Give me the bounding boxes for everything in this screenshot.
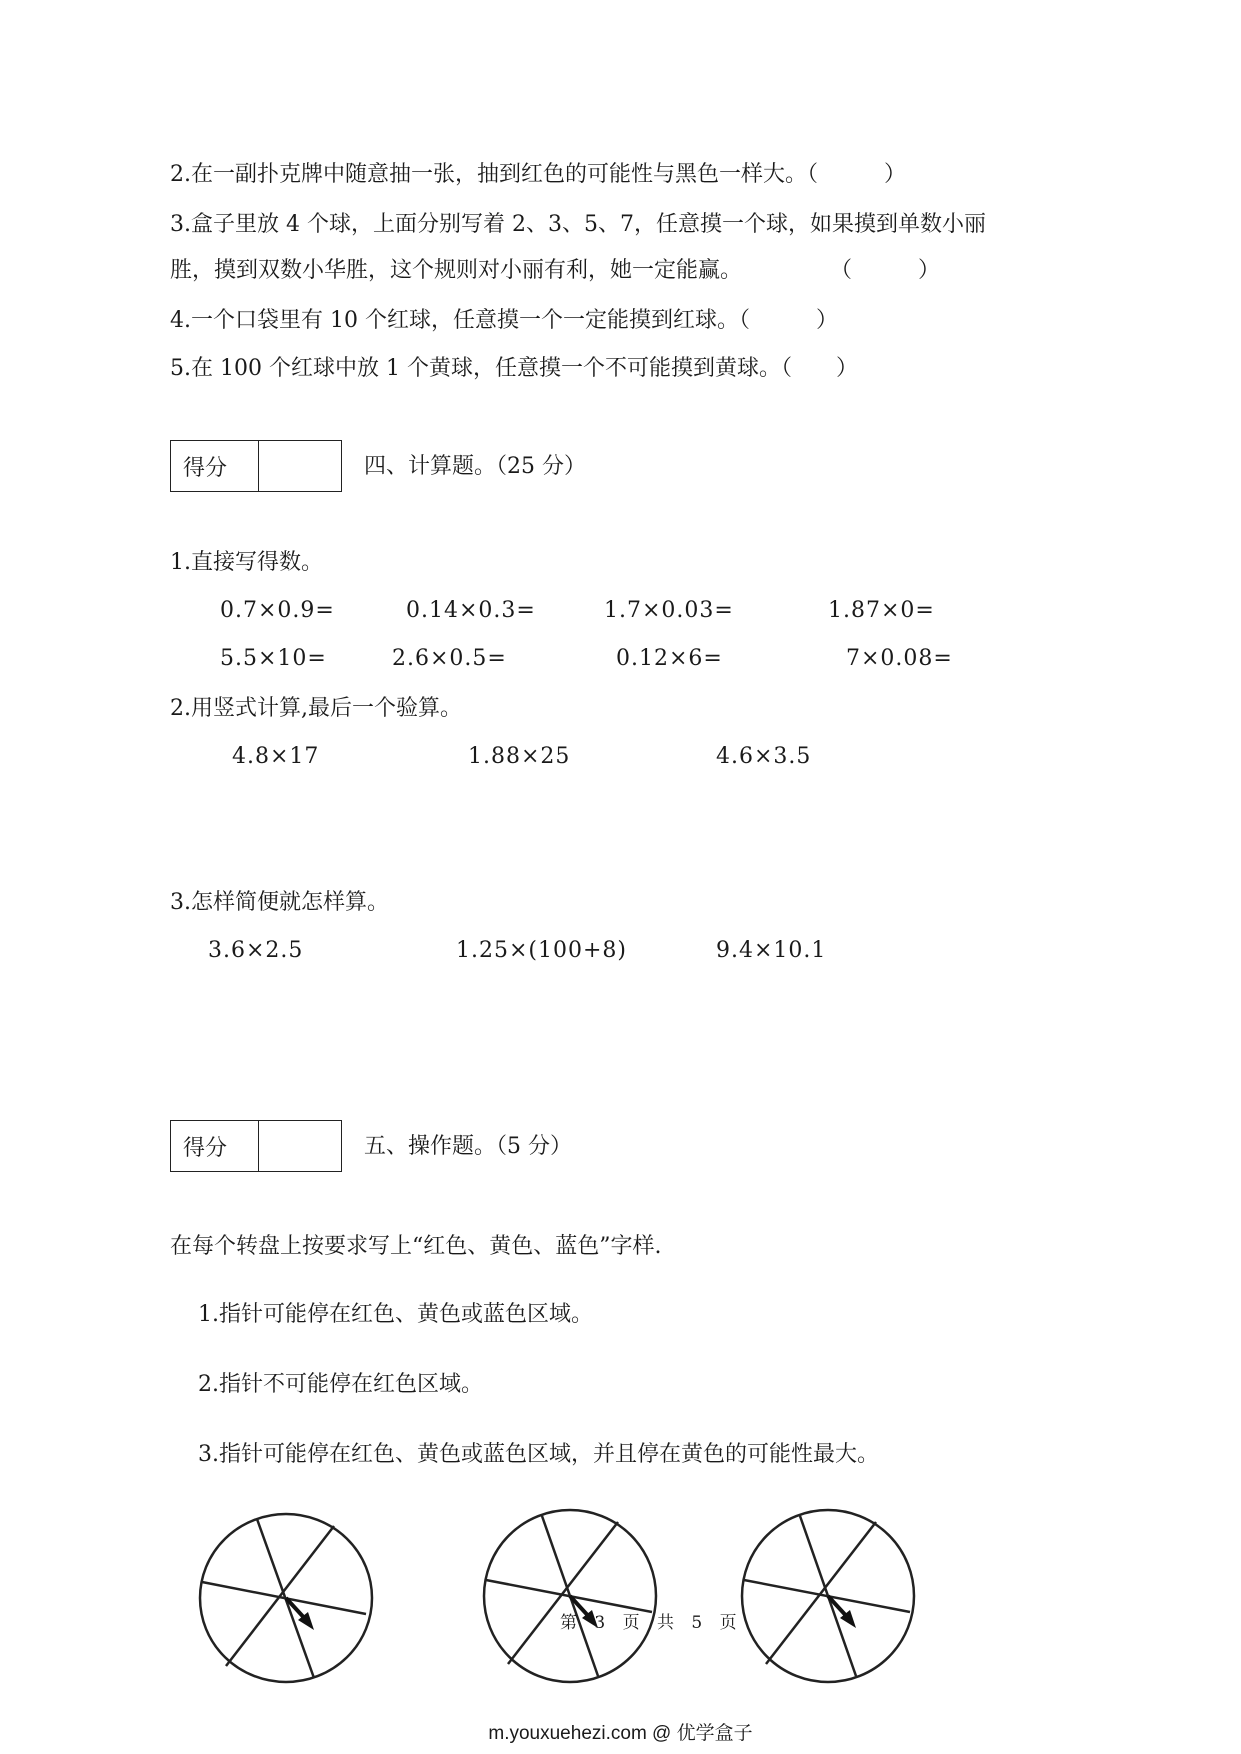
calc-item: 2.6×0.5= xyxy=(392,646,507,671)
score-blank[interactable] xyxy=(259,441,341,491)
calc-item: 4.8×17 xyxy=(232,744,320,769)
calc-item: 0.12×6= xyxy=(616,646,723,671)
operation-item-2: 2.指针不可能停在红色区域。 xyxy=(198,1372,483,1397)
operation-item-1: 1.指针可能停在红色、黄色或蓝色区域。 xyxy=(198,1302,593,1327)
calc-item: 1.25×(100+8) xyxy=(456,938,628,963)
judgement-q3-line2: 胜，摸到双数小华胜，这个规则对小丽有利，她一定能赢。 （ ） xyxy=(170,258,941,283)
calc-item: 5.5×10= xyxy=(220,646,327,671)
spinner-wheel-1[interactable] xyxy=(196,1508,380,1690)
judgement-q3-line1: 3.盒子里放 4 个球，上面分别写着 2、3、5、7，任意摸一个球，如果摸到单数小丽 xyxy=(170,212,986,237)
operation-instruction: 在每个转盘上按要求写上“红色、黄色、蓝色”字样. xyxy=(170,1234,662,1259)
calc-part1-title: 1.直接写得数。 xyxy=(170,550,323,575)
calc-item: 1.88×25 xyxy=(468,744,571,769)
calc-item: 7×0.08= xyxy=(846,646,953,671)
calc-item: 1.7×0.03= xyxy=(604,598,734,623)
calc-item: 3.6×2.5 xyxy=(208,938,304,963)
calc-part3-title: 3.怎样简便就怎样算。 xyxy=(170,890,389,915)
calc-item: 4.6×3.5 xyxy=(716,744,812,769)
spinner-wheel-2[interactable] xyxy=(480,1504,664,1690)
score-box-section5 xyxy=(170,1120,342,1172)
calc-part2-title: 2.用竖式计算,最后一个验算。 xyxy=(170,696,462,721)
calc-item: 0.7×0.9= xyxy=(220,598,335,623)
calc-item: 1.87×0= xyxy=(828,598,935,623)
judgement-q4: 4.一个口袋里有 10 个红球，任意摸一个一定能摸到红球。（ ） xyxy=(170,308,838,333)
judgement-q5: 5.在 100 个红球中放 1 个黄球，任意摸一个不可能摸到黄球。（ ） xyxy=(170,356,858,381)
section4-title: 四、计算题。（25 分） xyxy=(364,454,586,479)
score-blank[interactable] xyxy=(259,1121,341,1171)
page-number: 第 3 页 共 5 页 xyxy=(560,1613,743,1633)
calc-item: 9.4×10.1 xyxy=(716,938,827,963)
operation-item-3: 3.指针可能停在红色、黄色或蓝色区域，并且停在黄色的可能性最大。 xyxy=(198,1442,879,1467)
section5-title: 五、操作题。（5 分） xyxy=(364,1134,572,1159)
calc-item: 0.14×0.3= xyxy=(406,598,536,623)
score-label: 得分 xyxy=(171,441,259,491)
score-box-section4 xyxy=(170,440,342,492)
spinner-wheel-3[interactable] xyxy=(738,1504,922,1690)
footer-watermark: m.youxuehezi.com @ 优学盒子 xyxy=(488,1723,753,1744)
score-label: 得分 xyxy=(171,1121,259,1171)
judgement-q2: 2.在一副扑克牌中随意抽一张，抽到红色的可能性与黑色一样大。（ ） xyxy=(170,162,906,187)
